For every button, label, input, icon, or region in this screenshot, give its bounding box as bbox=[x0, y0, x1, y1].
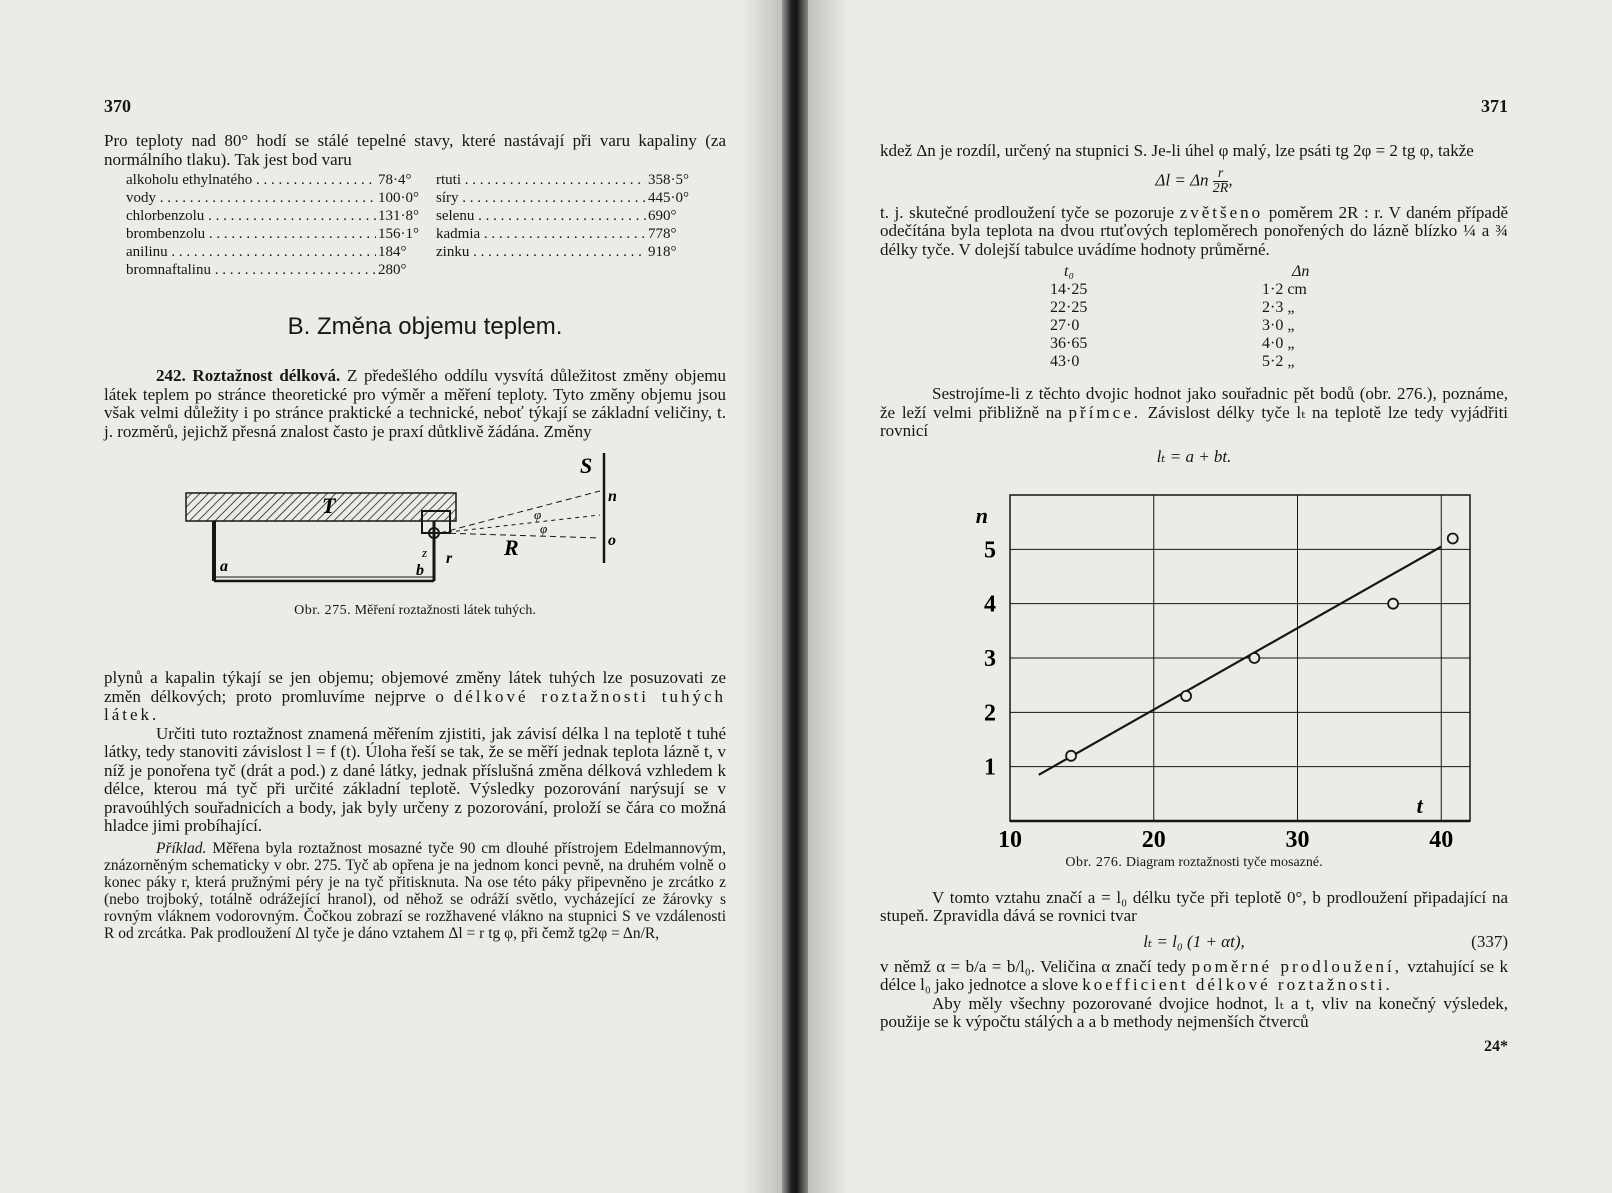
figure-275 bbox=[104, 453, 726, 663]
page-number-right: 371 bbox=[1481, 96, 1508, 116]
paragraph-tj-a: t. j. skutečné prodloužení tyče se pozoruje bbox=[880, 202, 1175, 222]
paragraph-sestrojime-b: Závislost délky tyče lₜ na teplotě lze tedy vyjádřiti rovnicí bbox=[880, 402, 1509, 440]
boiling-row: rtuti . . . 358·5° bbox=[436, 171, 706, 189]
paragraph-sestrojime-a: Sestrojíme-li z těchto dvojic hodnot jako souřadnic pět bodů (obr. 276.), poznáme, že leží velmi přibližně na bbox=[880, 384, 1508, 422]
label-S: S bbox=[580, 453, 593, 478]
ray-o bbox=[440, 533, 600, 538]
table-row: 43·0 5·2 „ bbox=[1050, 353, 1295, 370]
beam-T bbox=[186, 493, 456, 521]
boiling-row: vody . . . 100·0° bbox=[126, 189, 436, 207]
table-row: 14·25 1·2 cm bbox=[1050, 281, 1307, 298]
x-tick-label: 40 bbox=[1429, 826, 1454, 853]
y-axis-label: n bbox=[975, 502, 988, 528]
page-number-left: 370 bbox=[104, 96, 131, 116]
measurement-table-head bbox=[1050, 263, 1508, 281]
fraction bbox=[1213, 167, 1229, 196]
paragraph-sestrojime bbox=[880, 385, 1508, 441]
priklad-text: Měřena byla roztažnost mosazné tyče 90 cm dlouhé přístrojem Edelmannovým, znázorněným schematicky v obr. 275. Tyč ab opřena je na jednom konci pevně, na druhém volně o konec páky r, která pružnými péry je na tyč přitisknuta. Na ose této páky připevněno je zrcátko z (nebo trojboký, totálně odrážející hranol), od něhož se odráží světlo, vycházející ze žárovky s rovným vláknem vodorovným. Čočkou zobrazí se rozžhavené vlákno na stupnici S ve vzdálenosti R od zrcátka. Pak prodloužení Δl tyče je dáno vztahem Δl = r tg φ, při čemž tg2φ = Δn/R, bbox=[104, 839, 726, 942]
label-z: z bbox=[422, 545, 428, 560]
book-gutter bbox=[782, 0, 808, 1193]
equation-number: (337) bbox=[1471, 931, 1508, 951]
y-tick-label: 4 bbox=[984, 591, 996, 618]
caption-label: Obr. 275. bbox=[294, 603, 352, 618]
data-point bbox=[1066, 750, 1076, 760]
paragraph-aby: Aby měly všechny pozorované dvojice hodnot, lₜ a t, vliv na konečný výsledek, použije se k výpočtu stálých a a b methody nejmenších čtverců bbox=[880, 993, 1508, 1031]
paragraph-kdez: kdež Δn je rozdíl, určený na stupnici S. Je-li úhel φ malý, lze psáti tg 2φ = 2 tg φ, takže bbox=[880, 141, 1474, 160]
header-dn: Δn bbox=[1292, 263, 1310, 280]
data-point bbox=[1181, 691, 1191, 701]
paragraph-plynu-text: plynů a kapalin týkají se jen objemu; objemové změny látek tuhých lze posuzovati ze změn délkových; proto promluvíme nejprve o bbox=[104, 668, 726, 706]
priklad-label: Příklad. bbox=[156, 839, 207, 857]
label-a: a bbox=[220, 558, 228, 575]
paragraph-tj-b: poměrem 2R : r. V daném případě odečítána byla teplota na dvou rtuťových teploměrech ponořených do lázně blízko ¼ a ¾ délky tyče. V dolejší tabulce uvádíme hodnoty průměrné. bbox=[880, 202, 1509, 259]
label-n: n bbox=[608, 488, 617, 505]
paragraph-tomto: V tomto vztahu značí a = l₀ délku tyče při teplotě 0°, b prodloužení připadající na stupeň. Zpravidla dává se rovnici tvar bbox=[880, 887, 1508, 925]
paragraph-plynu bbox=[104, 669, 726, 725]
table-row: 36·65 4·0 „ bbox=[1050, 335, 1295, 352]
paragraph-242-text: Z předešlého oddílu vysvítá důležitost změny objemu látek teplem po stránce theoretické pro výměr a měření teploty. Tyto změny objemu jsou však velmi důležity i po stránce praktické a technické, neboť týkají se základní veličiny, t. j. rozměrů, jejichž přesná znalost často je praxí důtklivě žádána. Změny bbox=[104, 366, 727, 441]
boiling-row: alkoholu ethylnatého . . . 78·4° bbox=[126, 171, 436, 189]
paragraph-tj bbox=[880, 204, 1508, 260]
y-tick-label: 1 bbox=[984, 754, 996, 781]
figure-276 bbox=[880, 475, 1508, 855]
formula-left: Δl = Δn bbox=[1155, 169, 1209, 189]
emphasis-primce: přímce. bbox=[1068, 402, 1141, 422]
emphasis-delkove: délkové roztažnosti tuhých látek. bbox=[104, 686, 727, 724]
boiling-row: selenu . . . 690° bbox=[436, 207, 706, 225]
signature-mark: 24* bbox=[1484, 1037, 1508, 1055]
ray-mid bbox=[440, 515, 600, 533]
label-b: b bbox=[416, 562, 424, 579]
paragraph-priklad bbox=[104, 840, 726, 942]
boiling-row: síry . . . 445·0° bbox=[436, 189, 706, 207]
formula-delta-l bbox=[880, 167, 1508, 196]
section-number: 242. Roztažnost délková. bbox=[156, 366, 341, 385]
measurement-table bbox=[1050, 263, 1508, 371]
paragraph-242 bbox=[104, 367, 726, 441]
boiling-col-left bbox=[126, 171, 436, 279]
emphasis-zvetseno: zvětšeno bbox=[1179, 202, 1264, 222]
formula-linear: lₜ = a + bt. bbox=[1156, 446, 1232, 466]
label-phi1: φ bbox=[534, 507, 542, 522]
y-tick-label: 2 bbox=[984, 699, 996, 726]
data-point bbox=[1249, 653, 1259, 663]
paragraph-urciti: Určiti tuto roztažnost znamená měřením zjistiti, jak závisí délka l na teplotě t tuhé látky, tedy stanoviti závislost l = f (t). Úloha řeší se tak, že se měří jednak teplota lázně t, v níž je ponořena tyč (drát a pod.) z dané látky, jednak příslušná změna délková vzhledem k délce, kterou má tyč při určité základní teplotě. Výsledky pozorování narýsují se v pravoúhlých souřadnicích a body, jak byly určeny z pozorování, proloží se čára co možná hladce jimi probíhající. bbox=[104, 723, 726, 835]
formula-tail: , bbox=[1228, 169, 1233, 189]
emphasis-pomerne: poměrné prodloužení, bbox=[1191, 956, 1402, 976]
label-phi2: φ bbox=[540, 521, 548, 536]
boiling-row: chlorbenzolu . . . 131·8° bbox=[126, 207, 436, 225]
caption-text: Diagram roztažnosti tyče mosazné. bbox=[1125, 854, 1323, 870]
intro-paragraph: Pro teploty nad 80° hodí se stálé tepelné stavy, které nastávají při varu kapaliny (za normálního tlaku). Tak jest bod varu bbox=[104, 131, 726, 169]
boiling-row: brombenzolu . . . 156·1° bbox=[126, 225, 436, 243]
fraction-den: 2R bbox=[1212, 180, 1229, 196]
label-r: r bbox=[446, 550, 453, 567]
right-page bbox=[808, 0, 1612, 1193]
emphasis-koefficient: koefficient délkové roztažnosti. bbox=[1082, 975, 1393, 994]
figure-275-caption bbox=[104, 603, 726, 619]
figure-276-caption bbox=[880, 855, 1508, 871]
expansion-diagram bbox=[880, 475, 1508, 855]
data-point bbox=[1448, 533, 1458, 543]
x-axis-label: t bbox=[1416, 792, 1423, 818]
caption-text: Měření roztažnosti látek tuhých. bbox=[354, 603, 536, 618]
data-point bbox=[1388, 598, 1398, 608]
x-tick-label: 30 bbox=[1285, 826, 1310, 853]
label-o: o bbox=[608, 532, 616, 549]
x-tick-label: 10 bbox=[998, 826, 1022, 853]
ray-n bbox=[440, 491, 600, 533]
paragraph-nemz-b: vztahující se k délce l₀ jako jednotce a slove bbox=[880, 956, 1508, 994]
fraction-num: r bbox=[1213, 167, 1229, 182]
y-tick-label: 3 bbox=[984, 645, 996, 672]
paragraph-nemz-a: v němž α = b/a = b/l₀. Veličina α značí tedy bbox=[880, 956, 1187, 976]
boiling-col-right bbox=[436, 171, 706, 279]
boiling-row: zinku . . . 918° bbox=[436, 243, 706, 261]
boiling-row: kadmia . . . 778° bbox=[436, 225, 706, 243]
label-R: R bbox=[504, 535, 519, 560]
table-row: 22·25 2·3 „ bbox=[1050, 299, 1295, 316]
header-t0: t₀ bbox=[1064, 263, 1075, 280]
boiling-points-table bbox=[126, 171, 726, 279]
table-row: 27·0 3·0 „ bbox=[1050, 317, 1295, 334]
y-tick-label: 5 bbox=[984, 536, 996, 563]
left-page bbox=[0, 0, 782, 1193]
section-title: B. Změna objemu teplem. bbox=[287, 313, 563, 340]
fit-line bbox=[1039, 546, 1442, 774]
x-tick-label: 20 bbox=[1141, 826, 1166, 853]
formula-337 bbox=[880, 932, 1508, 952]
paragraph-nemz bbox=[880, 958, 1508, 995]
label-T: T bbox=[322, 493, 336, 518]
boiling-row: anilinu . . . 184° bbox=[126, 243, 436, 261]
formula-337-body: lₜ = l₀ (1 + αt), bbox=[1143, 931, 1245, 951]
caption-label: Obr. 276. bbox=[1065, 854, 1123, 870]
boiling-row: bromnaftalinu . . . 280° bbox=[126, 261, 436, 279]
